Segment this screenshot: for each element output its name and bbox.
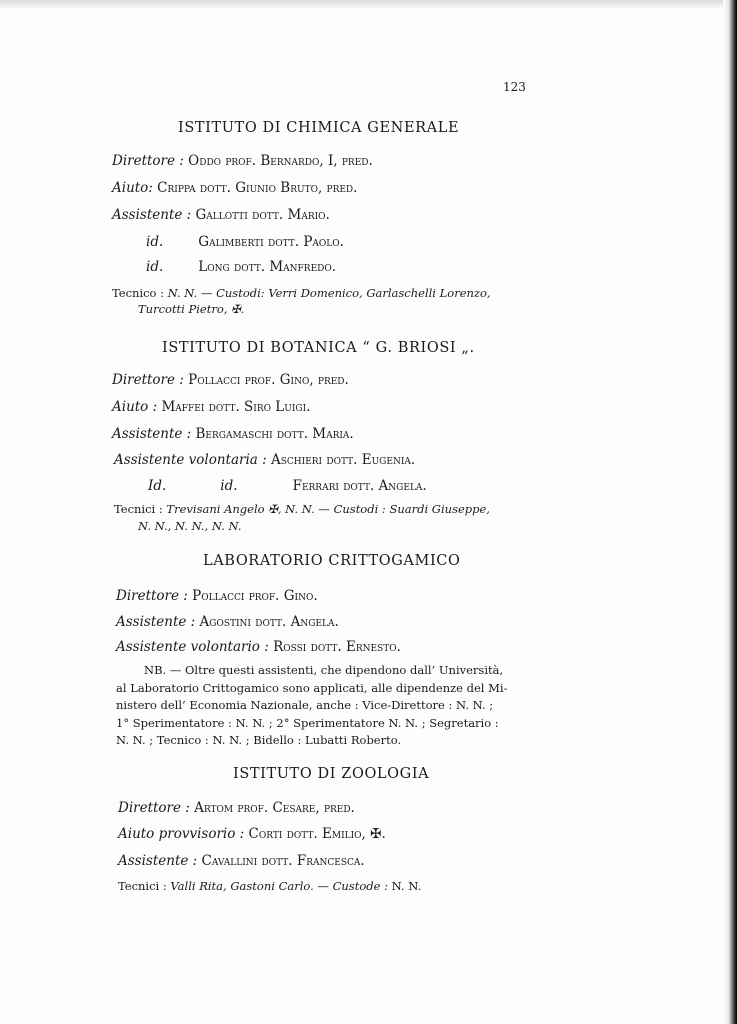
section-heading-chimica: ISTITUTO DI CHIMICA GENERALE xyxy=(178,120,460,136)
entry-role: Direttore : xyxy=(118,800,190,816)
staff-label: Tecnico : xyxy=(112,286,165,300)
entry-name: Oddo prof. Bernardo, I, pred. xyxy=(188,153,373,169)
entry-name: Pollacci prof. Gino, pred. xyxy=(188,372,349,388)
entry-name: Crippa dott. Giunio Bruto, pred. xyxy=(157,180,358,196)
entry-role: Assistente : xyxy=(112,207,192,223)
entry-role: Id. xyxy=(148,478,167,494)
staff-line-continued: N. N., N. N., N. N. xyxy=(138,519,242,533)
entry-row xyxy=(112,426,354,442)
entry-role: Aiuto provvisorio : xyxy=(118,826,245,842)
scan-top-edge xyxy=(0,0,737,10)
entry-role: Assistente : xyxy=(112,426,192,442)
entry-row xyxy=(146,259,336,275)
scan-right-edge xyxy=(723,0,737,1024)
entry-name: Bergamaschi dott. Maria. xyxy=(195,426,354,442)
page-number: 123 xyxy=(503,80,526,94)
entry-name: Pollacci prof. Gino. xyxy=(192,588,318,604)
entry-name: Aschieri dott. Eugenia. xyxy=(271,452,416,468)
entry-row xyxy=(112,372,349,388)
entry-name: Agostini dott. Angela. xyxy=(199,614,339,630)
entry-row xyxy=(148,478,427,494)
entry-name: Long dott. Manfredo. xyxy=(198,259,337,275)
entry-role: Assistente volontaria : xyxy=(114,452,267,468)
entry-row xyxy=(146,234,344,250)
entry-row xyxy=(118,853,365,869)
entry-name: Maffei dott. Siro Luigi. xyxy=(161,399,311,415)
entry-role: id. xyxy=(146,259,164,275)
staff-names: N. N. xyxy=(391,879,422,893)
entry-row xyxy=(112,399,310,415)
note-line: al Laboratorio Crittogamico sono applicati, alle dipendenze del Mi- xyxy=(116,680,508,695)
staff-label: Tecnici : xyxy=(114,502,163,516)
staff-line xyxy=(112,286,491,300)
entry-row xyxy=(114,452,415,468)
entry-row xyxy=(118,826,386,842)
note-line: N. N. ; Tecnico : N. N. ; Bidello : Lubatti Roberto. xyxy=(116,733,402,747)
entry-row xyxy=(112,180,357,196)
staff-value: Valli Rita, Gastoni Carlo. — Custode : xyxy=(170,879,388,893)
section-heading-botanica: ISTITUTO DI BOTANICA “ G. BRIOSI „. xyxy=(162,340,475,356)
section-heading-crittogamico: LABORATORIO CRITTOGAMICO xyxy=(203,553,461,569)
entry-role: id. xyxy=(146,234,164,250)
entry-name: Ferrari dott. Angela. xyxy=(292,478,427,494)
entry-role: Direttore : xyxy=(112,153,184,169)
entry-role: Assistente : xyxy=(116,614,196,630)
entry-role: Aiuto : xyxy=(112,399,158,415)
note-paragraph xyxy=(116,662,561,750)
staff-names: Suardi Giuseppe, xyxy=(389,502,490,516)
entry-name: Corti dott. Emilio, ✠. xyxy=(248,826,386,842)
entry-name: Galimberti dott. Paolo. xyxy=(198,234,344,250)
entry-role: Assistente : xyxy=(118,853,198,869)
entry-row xyxy=(116,614,339,630)
entry-role-secondary: id. xyxy=(220,478,238,494)
entry-row xyxy=(112,153,373,169)
entry-role: Aiuto: xyxy=(112,180,153,196)
entry-name: Artom prof. Cesare, pred. xyxy=(194,800,355,816)
section-heading-zoologia: ISTITUTO DI ZOOLOGIA xyxy=(233,766,430,782)
staff-label: Tecnici : xyxy=(118,879,167,893)
note-line: nistero dell’ Economia Nazionale, anche : Vice-Direttore : N. N. ; xyxy=(116,698,494,712)
entry-role: Direttore : xyxy=(116,588,188,604)
entry-name: Cavallini dott. Francesca. xyxy=(201,853,365,869)
entry-role: Assistente volontario : xyxy=(116,639,269,655)
entry-row xyxy=(118,800,355,816)
staff-value: Trevisani Angelo ✠, N. N. — Custodi : xyxy=(166,502,386,516)
entry-row xyxy=(116,639,401,655)
staff-names: Verri Domenico, Garlaschelli Lorenzo, xyxy=(268,286,491,300)
entry-row xyxy=(112,207,330,223)
staff-line xyxy=(114,502,490,516)
staff-line-continued: Turcotti Pietro, ✠. xyxy=(138,302,245,316)
note-line: 1° Sperimentatore : N. N. ; 2° Sperimentatore N. N. ; Segretario : xyxy=(116,715,499,730)
entry-row xyxy=(116,588,318,604)
entry-name: Rossi dott. Ernesto. xyxy=(273,639,401,655)
entry-name: Gallotti dott. Mario. xyxy=(195,207,330,223)
staff-line xyxy=(118,879,421,893)
staff-value: N. N. — Custodi: xyxy=(167,286,265,300)
entry-role: Direttore : xyxy=(112,372,184,388)
note-line: NB. — Oltre questi assistenti, che dipendono dall’ Università, xyxy=(144,663,504,677)
